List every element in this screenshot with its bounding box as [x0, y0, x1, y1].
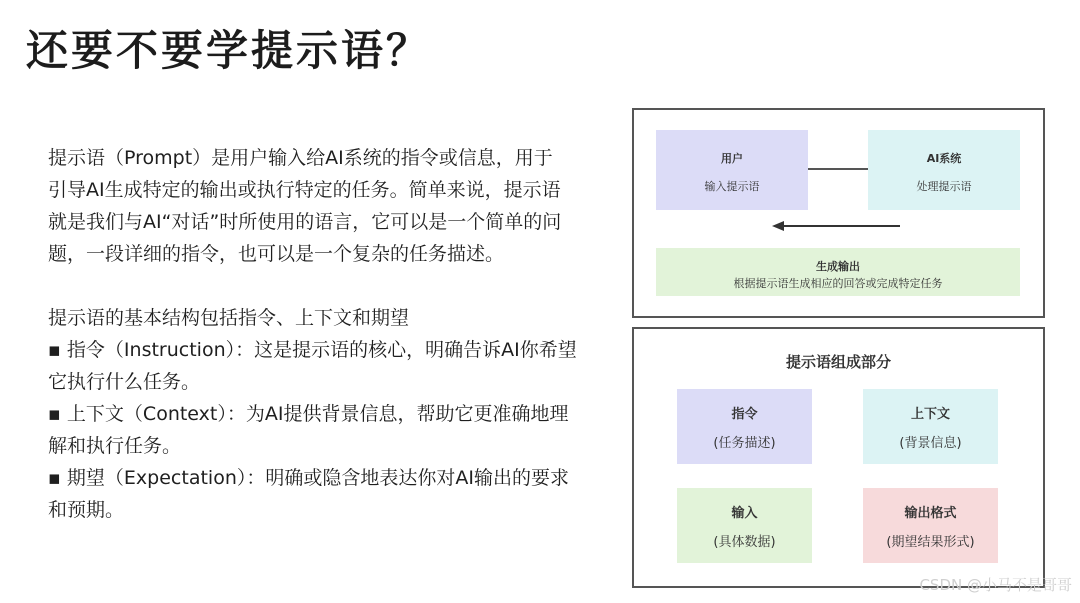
part-input	[677, 488, 812, 563]
intro-line: 引导AI生成特定的输出或执行特定的任务。简单来说，提示语	[48, 179, 561, 201]
structure-heading: 提示语的基本结构包括指令、上下文和期望	[48, 307, 410, 329]
part-instruction	[677, 389, 812, 464]
flow-diagram	[632, 108, 1045, 318]
output-box	[656, 248, 1020, 296]
bullet-context: ▪ 上下文（Context）：为AI提供背景信息，帮助它更准确地理	[48, 398, 618, 430]
ai-box-title: AI系统	[926, 152, 962, 165]
bullet-expectation: ▪ 期望（Expectation）：明确或隐含地表达你对AI输出的要求	[48, 462, 618, 494]
connector-line	[808, 168, 868, 170]
ai-box-sub: 处理提示语	[916, 180, 972, 193]
watermark: CSDN @小马不是哥哥	[919, 576, 1072, 594]
parts-title: 提示语组成部分	[785, 353, 891, 371]
bullet-context-cont: 解和执行任务。	[48, 435, 182, 457]
part-title: 上下文	[910, 407, 950, 422]
arrow-line	[782, 225, 900, 227]
parts-diagram	[632, 327, 1045, 588]
part-context	[863, 389, 998, 464]
bullet-expectation-cont: 和预期。	[48, 499, 125, 521]
part-output-format	[863, 488, 998, 563]
part-sub: (期望结果形式)	[886, 535, 975, 550]
page-title: 还要不要学提示语？	[26, 26, 432, 75]
part-sub: (背景信息)	[899, 436, 962, 451]
part-title: 输出格式	[904, 506, 957, 521]
bullet-instruction-cont: 它执行什么任务。	[48, 371, 201, 393]
bullet-instruction: ▪ 指令（Instruction）：这是提示语的核心，明确告诉AI你希望	[48, 334, 618, 366]
part-title: 输入	[731, 506, 758, 521]
ai-system-box	[868, 130, 1020, 210]
description-text	[48, 142, 618, 526]
user-box-sub: 输入提示语	[704, 180, 760, 193]
part-sub: (具体数据)	[713, 535, 776, 550]
part-sub: (任务描述)	[713, 436, 776, 451]
intro-line: 就是我们与AI“对话”时所使用的语言，它可以是一个简单的问	[48, 211, 562, 233]
part-title: 指令	[731, 407, 758, 422]
output-box-sub: 根据提示语生成相应的回答或完成特定任务	[733, 277, 943, 290]
output-box-title: 生成输出	[816, 260, 860, 273]
user-box-title: 用户	[721, 152, 743, 165]
intro-line: 题，一段详细的指令，也可以是一个复杂的任务描述。	[48, 243, 505, 265]
intro-line: 提示语（Prompt）是用户输入给AI系统的指令或信息，用于	[48, 147, 553, 169]
user-box	[656, 130, 808, 210]
